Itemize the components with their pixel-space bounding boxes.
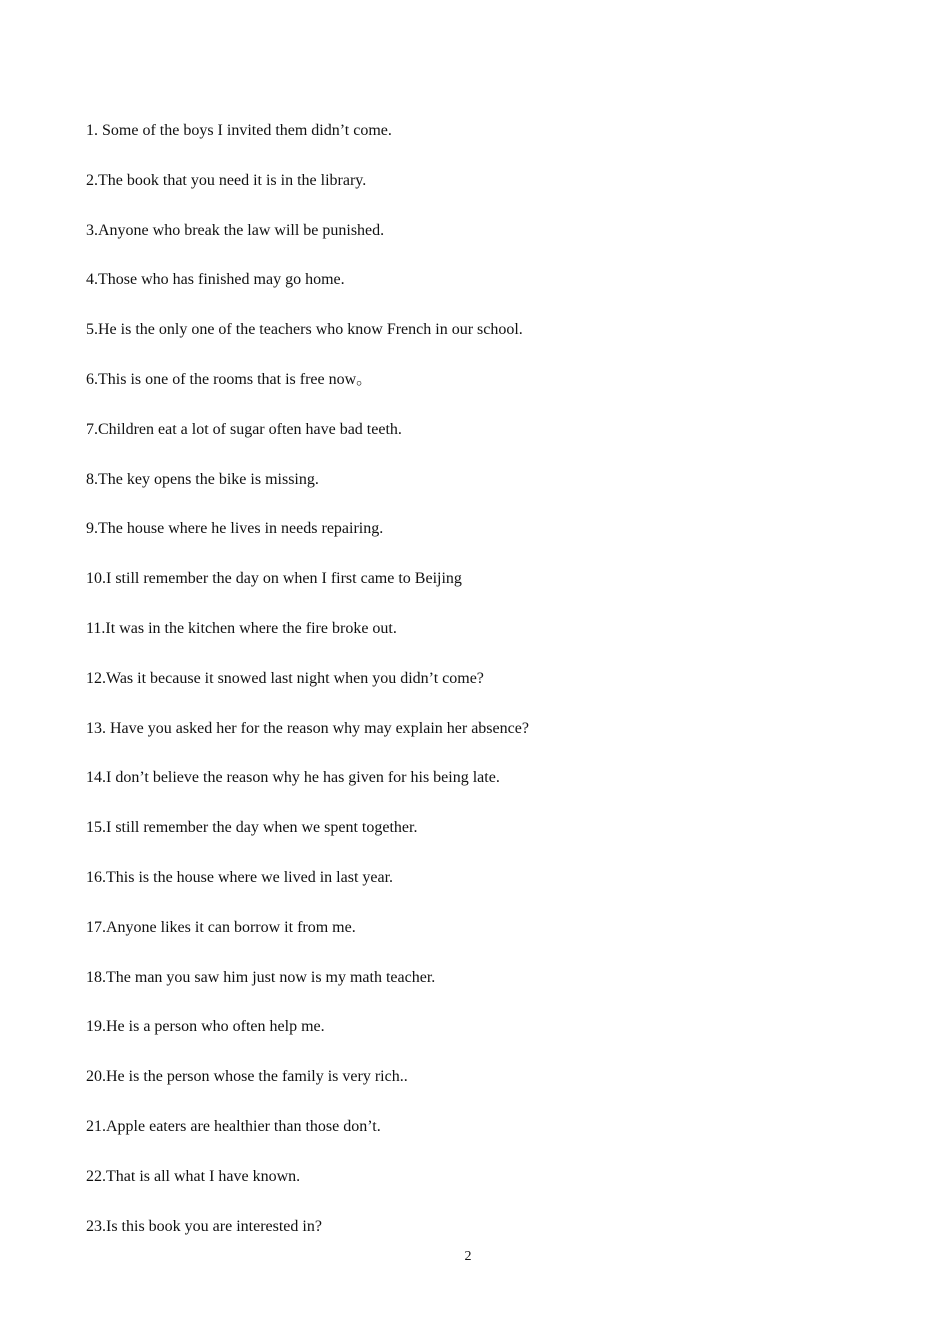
sentence-item: 22.That is all what I have known.	[86, 1167, 301, 1185]
sentence-item: 14.I don’t believe the reason why he has given for his being late.	[86, 769, 500, 787]
sentence-item: 19.He is a person who often help me.	[86, 1018, 325, 1036]
page-number: 2	[464, 1249, 472, 1264]
sentence-item: 1. Some of the boys I invited them didn’t come.	[86, 122, 392, 139]
sentence-item: 13. Have you asked her for the reason why may explain her absence?	[86, 719, 529, 737]
sentence-item: 21.Apple eaters are healthier than those don’t.	[86, 1117, 381, 1135]
sentence-list	[86, 120, 886, 1265]
sentence-item: 8.The key opens the bike is missing.	[86, 470, 319, 488]
sentence-item: 17.Anyone likes it can borrow it from me.	[86, 918, 356, 936]
sentence-item: 16.This is the house where we lived in last year.	[86, 868, 394, 886]
sentence-item: 6.This is one of the rooms that is free now。	[86, 370, 373, 388]
sentence-item: 11.It was in the kitchen where the fire broke out.	[86, 619, 397, 637]
sentence-item: 2.The book that you need it is in the library.	[86, 171, 367, 189]
sentence-item: 7.Children eat a lot of sugar often have bad teeth.	[86, 420, 402, 438]
sentence-item: 9.The house where he lives in needs repairing.	[86, 520, 384, 538]
sentence-item: 4.Those who has finished may go home.	[86, 271, 345, 289]
sentence-item: 5.He is the only one of the teachers who know French in our school.	[86, 321, 523, 339]
sentence-item: 15.I still remember the day when we spent together.	[86, 819, 418, 837]
sentence-item: 12.Was it because it snowed last night when you didn’t come?	[86, 669, 484, 687]
sentence-item: 23.Is this book you are interested in?	[86, 1217, 322, 1235]
sentence-item: 10.I still remember the day on when I first came to Beijing	[86, 570, 462, 588]
sentence-item: 18.The man you saw him just now is my math teacher.	[86, 968, 436, 986]
sentence-item: 20.He is the person whose the family is very rich..	[86, 1068, 408, 1086]
sentence-item: 3.Anyone who break the law will be punished.	[86, 221, 385, 239]
